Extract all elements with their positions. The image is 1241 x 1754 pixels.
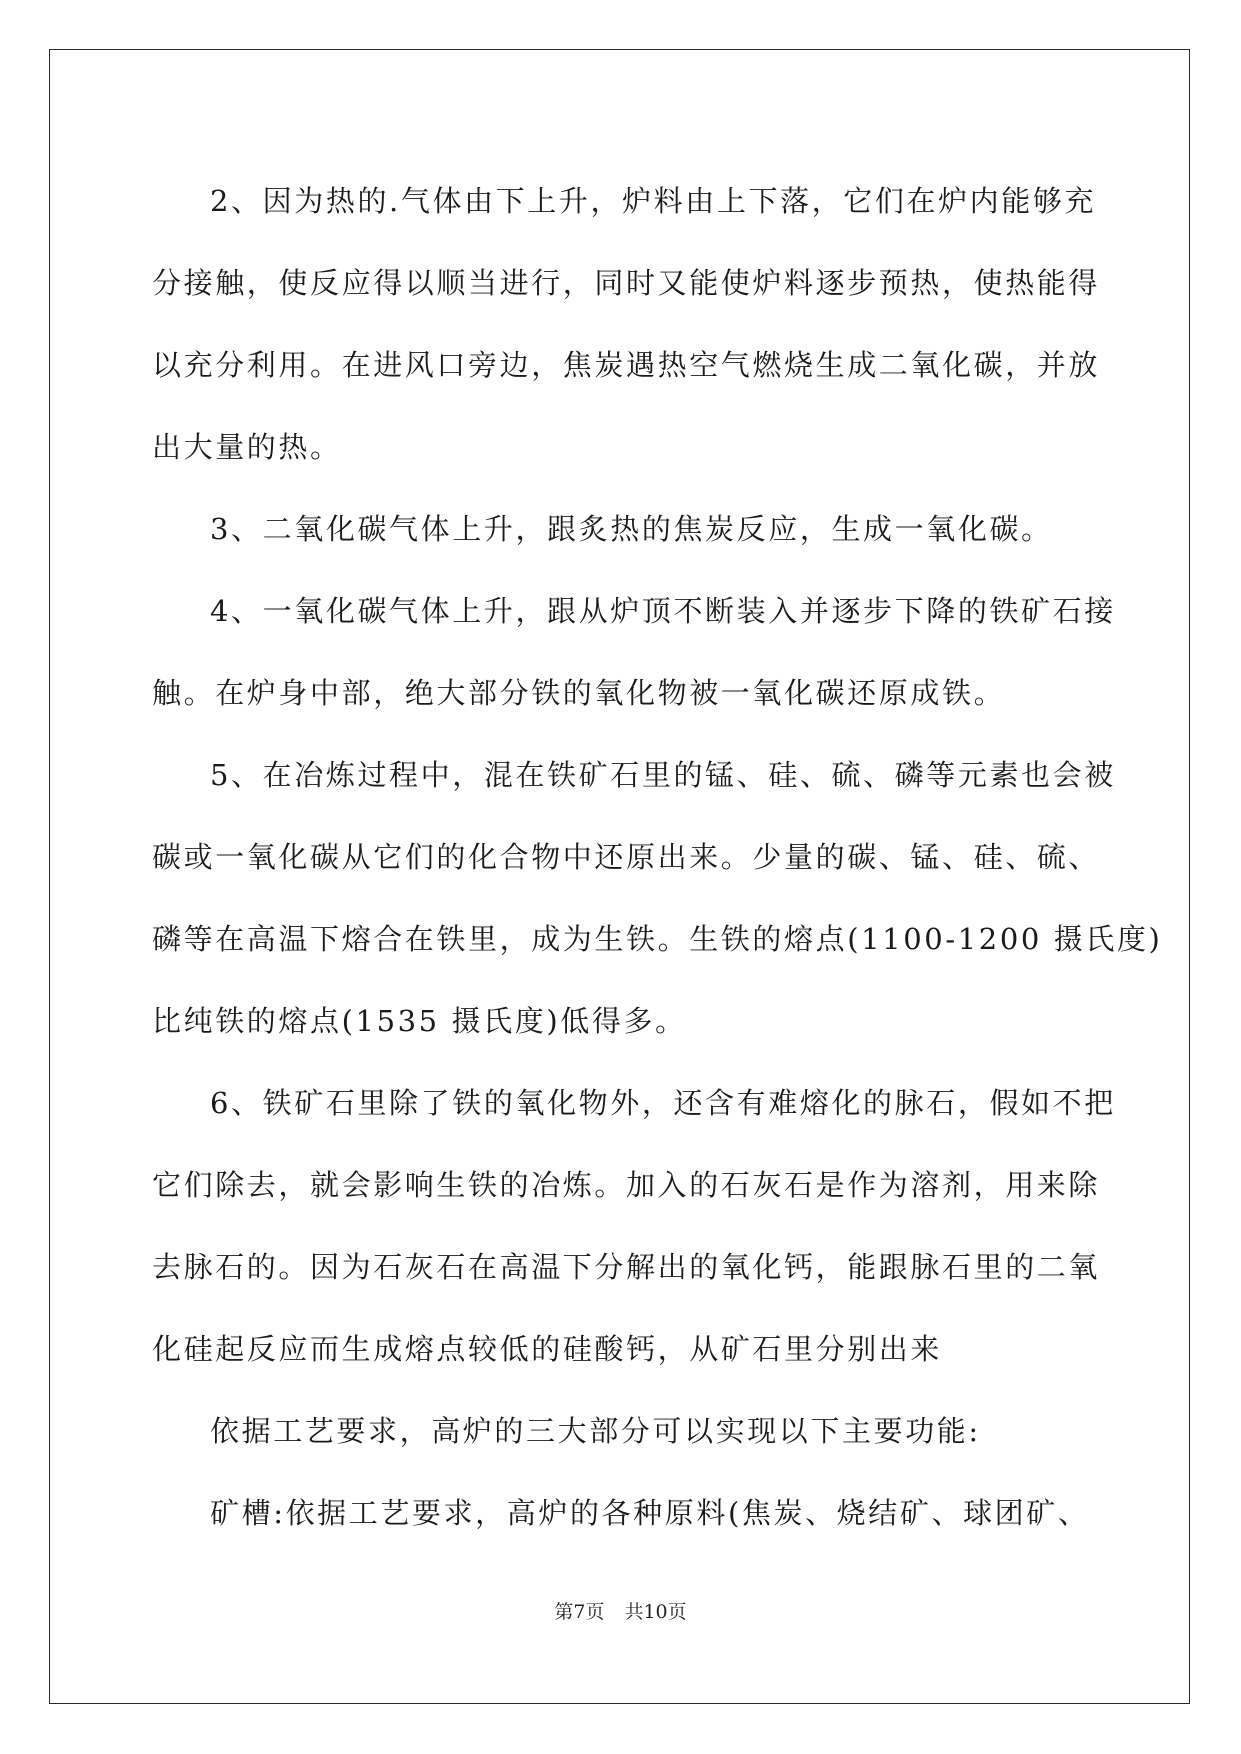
text-line: 6、铁矿石里除了铁的氧化物外，还含有难熔化的脉石，假如不把 (210, 1086, 1116, 1120)
page-footer (0, 1597, 1241, 1624)
document-body (152, 160, 1163, 1554)
text-line: 3、二氧化碳气体上升，跟炙热的焦炭反应，生成一氧化碳。 (210, 512, 1053, 546)
text-line: 5、在冶炼过程中，混在铁矿石里的锰、硅、硫、磷等元素也会被 (210, 758, 1116, 792)
text-line: 以充分利用。在进风口旁边，焦炭遇热空气燃烧生成二氧化碳，并放 (152, 348, 1101, 382)
text-line: 2、因为热的.气体由下上升，炉料由上下落，它们在炉内能够充 (210, 184, 1097, 218)
page-number-current: 第7页 (554, 1601, 605, 1623)
text-line: 磷等在高温下熔合在铁里，成为生铁。生铁的熔点(1100-1200 摄氏度) (152, 922, 1163, 956)
text-line: 分接触，使反应得以顺当进行，同时又能使炉料逐步预热，使热能得 (152, 266, 1101, 300)
text-line: 碳或一氧化碳从它们的化合物中还原出来。少量的碳、锰、硅、硫、 (152, 840, 1101, 874)
text-line: 出大量的热。 (152, 430, 342, 464)
text-line: 矿槽:依据工艺要求，高炉的各种原料(焦炭、烧结矿、球团矿、 (210, 1496, 1090, 1530)
text-line: 依据工艺要求，高炉的三大部分可以实现以下主要功能: (210, 1414, 981, 1448)
text-line: 去脉石的。因为石灰石在高温下分解出的氧化钙，能跟脉石里的二氧 (152, 1250, 1101, 1284)
page-number-total: 共10页 (624, 1601, 687, 1623)
text-line: 4、一氧化碳气体上升，跟从炉顶不断装入并逐步下降的铁矿石接 (210, 594, 1116, 628)
text-line: 化硅起反应而生成熔点较低的硅酸钙，从矿石里分别出来 (152, 1332, 943, 1366)
text-line: 比纯铁的熔点(1535 摄氏度)低得多。 (152, 1004, 687, 1038)
text-line: 触。在炉身中部，绝大部分铁的氧化物被一氧化碳还原成铁。 (152, 676, 1006, 710)
text-line: 它们除去，就会影响生铁的冶炼。加入的石灰石是作为溶剂，用来除 (152, 1168, 1101, 1202)
